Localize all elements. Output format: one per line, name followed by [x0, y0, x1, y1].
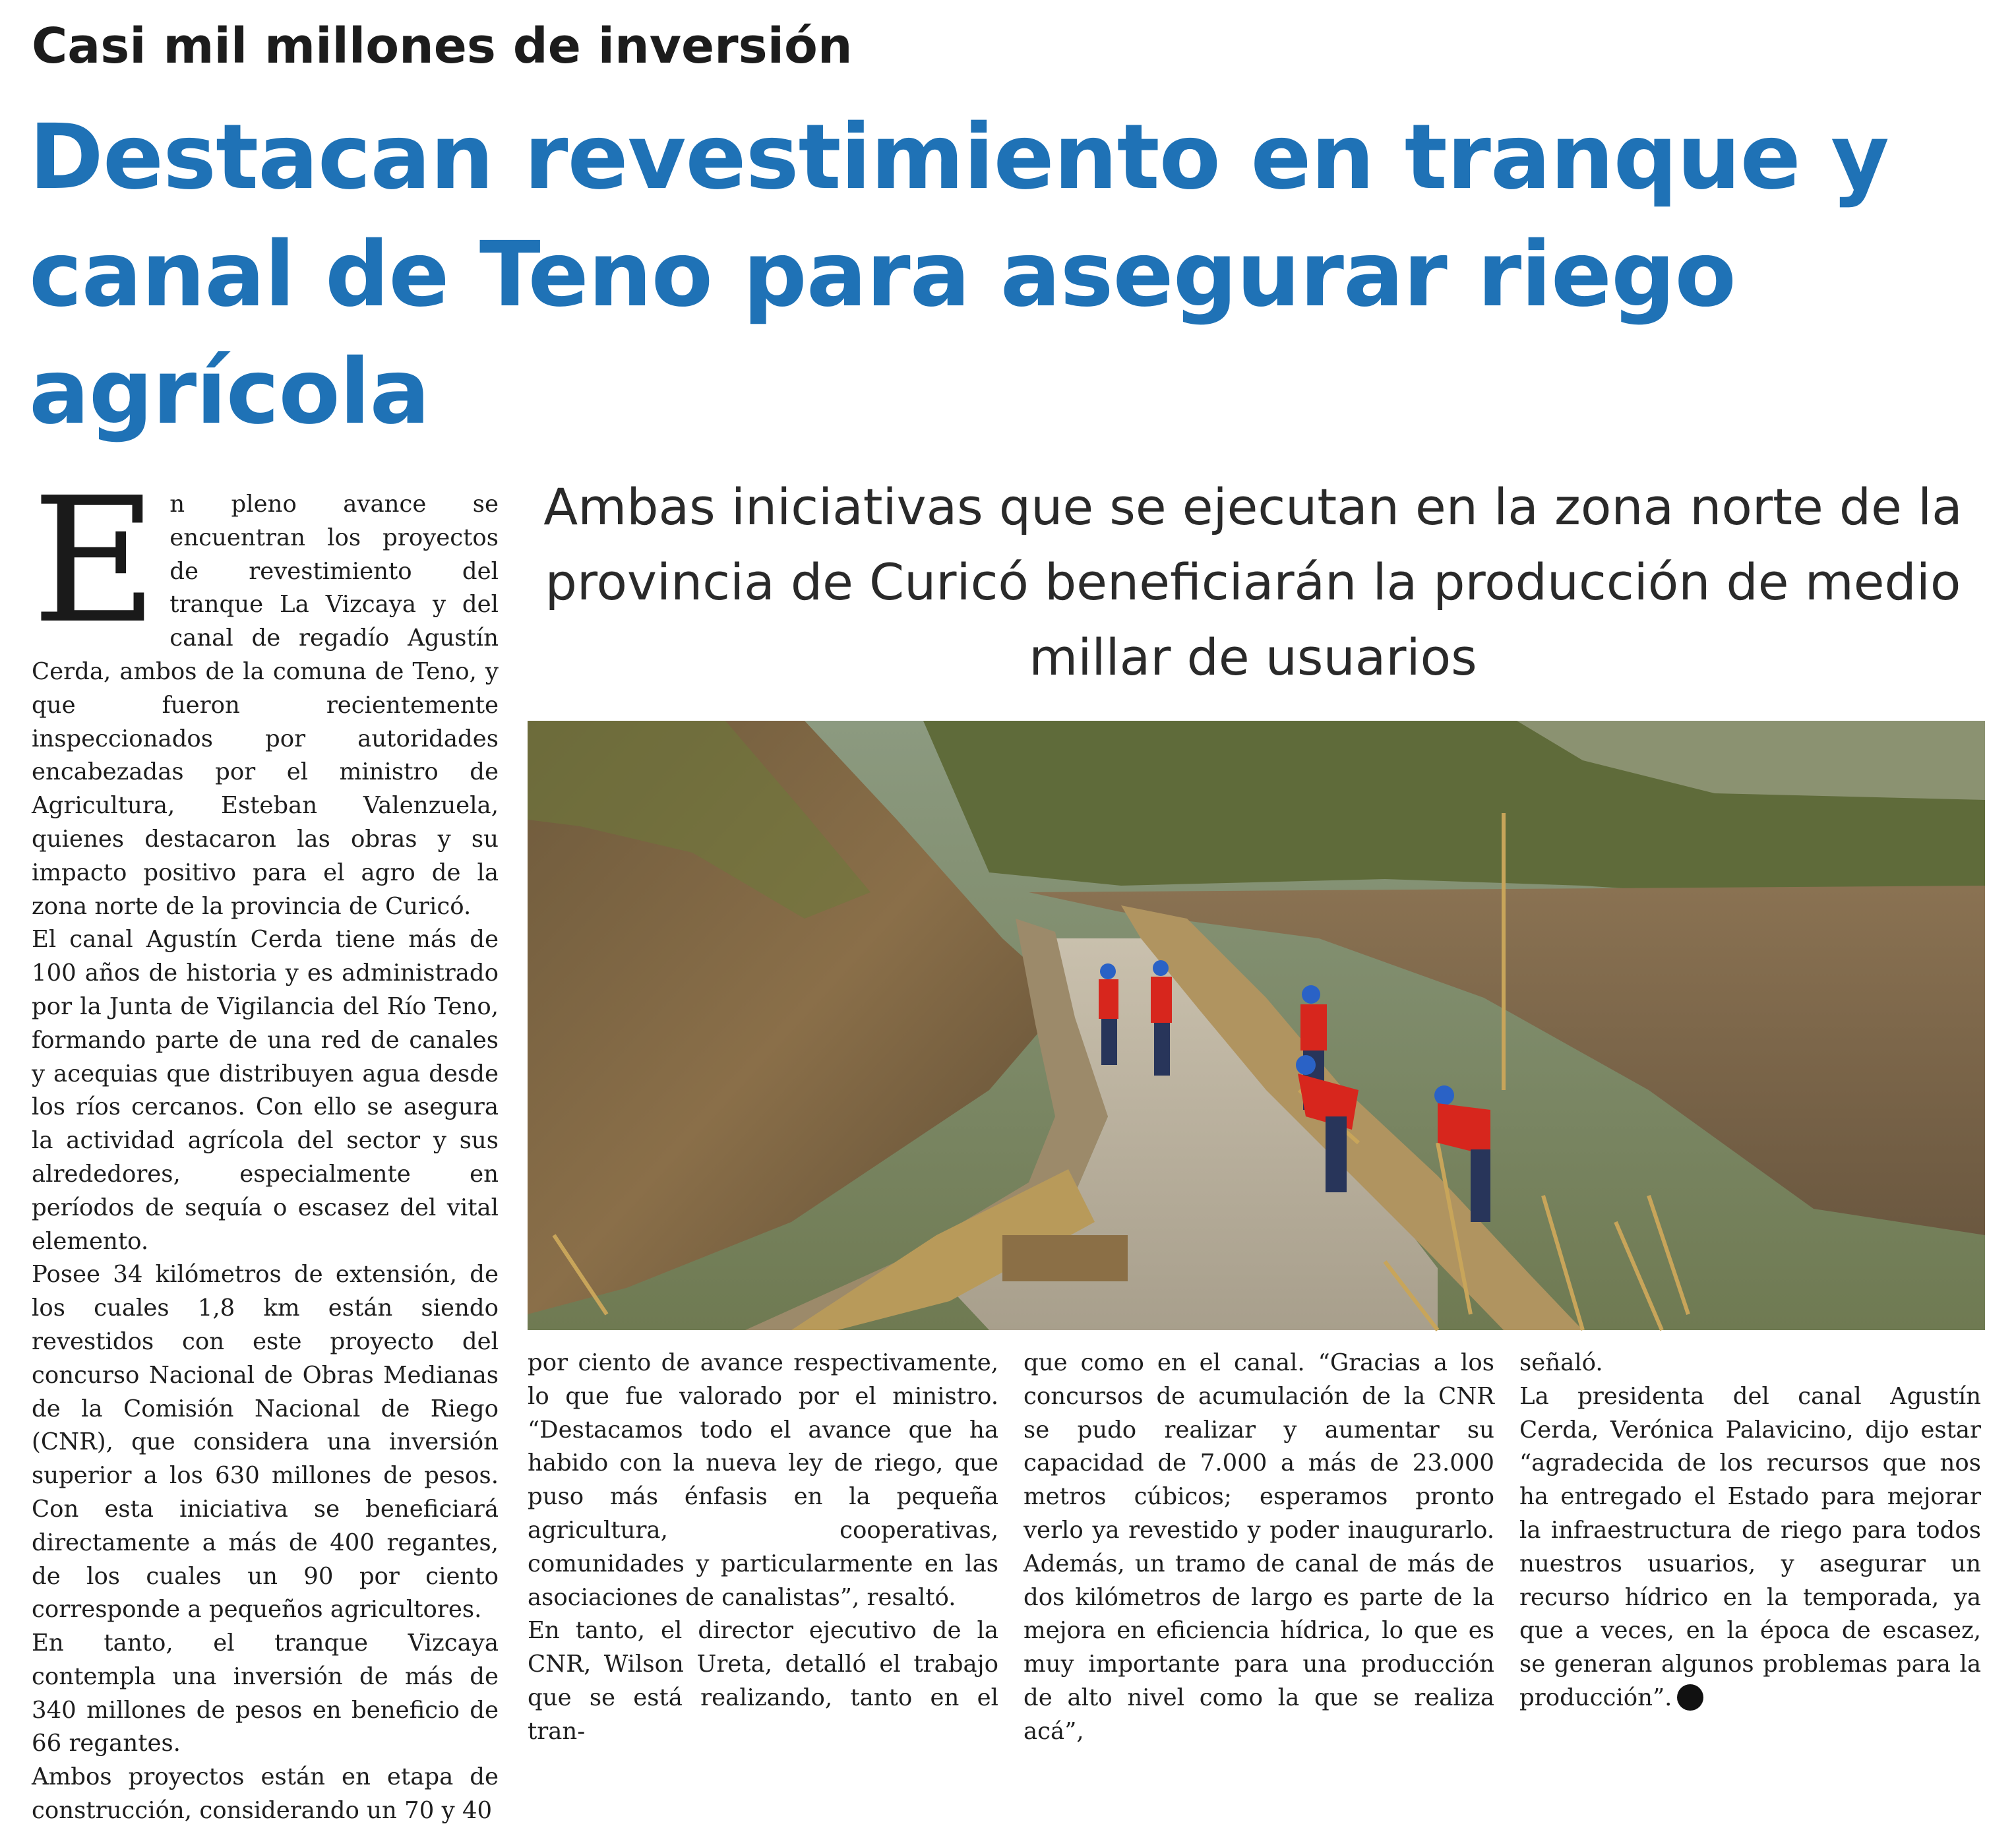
kicker: Casi mil millones de inversión: [32, 18, 853, 75]
deck-subtitle: Ambas iniciativas que se ejecutan en la zona norte de la provincia de Curicó beneficiarán la producción de medio millar de usuarios: [543, 477, 1963, 686]
paragraph: que como en el canal. “Gracias a los concursos de acumulación de la CNR se pudo realizar y aumentar su capacidad de 7.000 a más de 23.000 metros cúbicos; esperamos pronto verlo ya revestido y poder inaugurarlo. Además, un tramo de canal de más de dos kilómetros de largo es parte de la mejora en eficiencia hídrica, lo que es muy importante para una producción de alto nivel como la que se realiza acá”,: [1023, 1349, 1494, 1745]
paragraph-text: La presidenta del canal Agustín Cerda, Verónica Palavicino, dijo estar “agradecida de los recursos que nos ha entregado el Estado para mejorar la infraestructura de riego para todos nuestros usuarios, y asegurar un recurso hídrico en la temporada, ya que a veces, en la época de escasez, se generan algunos problemas para la producción”.: [1519, 1382, 1981, 1711]
end-of-article-dot: [1677, 1684, 1703, 1711]
paragraph: En tanto, el tranque Vizcaya contempla una inversión de más de 340 millones de pesos en beneficio de 66 regantes.: [32, 1630, 499, 1757]
paragraph: En tanto, el director ejecutivo de la CNR, Wilson Ureta, detalló el trabajo que se está realizando, tanto en el tran-: [528, 1617, 998, 1745]
paragraph: [1519, 1380, 1981, 1715]
paragraph: señaló.: [1519, 1349, 1603, 1376]
paragraph: El canal Agustín Cerda tiene más de 100 años de historia y es administrado por la Junta de Vigilancia del Río Teno, formando parte de una red de canales y acequias que distribuyen agua desde los ríos cercanos. Con ello se asegura la actividad agrícola del sector y sus alrededores, especialmente en períodos de sequía o escasez del vital elemento.: [32, 926, 499, 1255]
column-2: [528, 1347, 998, 1745]
paragraph: n pleno avance se encuentran los proyectos de revestimiento del tranque La Vizcaya y del canal de regadío Agustín Cerda, ambos de la comuna de Teno, y que fueron recientemente inspeccionados por autoridades encabezadas por el ministro de Agricultura, Esteban Valenzuela, quienes destacaron las obras y su impacto positivo para el agro de la zona norte de la provincia de Curicó.: [32, 491, 499, 920]
column-4: [1519, 1347, 1981, 1713]
canal-construction-photo: [528, 721, 1985, 1330]
headline: Destacan revestimiento en tranque y canal de Teno para asegurar riego agrícola: [29, 106, 1889, 444]
paragraph: por ciento de avance respectivamente, lo que fue valorado por el ministro. “Destacamos todo el avance que ha habido con la nueva ley de riego, que puso más énfasis en la pequeña agricultura, cooperativas, comunidades y particularmente en las asociaciones de canalistas”, resaltó.: [528, 1349, 998, 1611]
column-3: [1023, 1347, 1494, 1745]
paragraph: Ambos proyectos están en etapa de construcción, considerando un 70 y 40: [32, 1763, 499, 1825]
column-1: [32, 460, 499, 1825]
drop-cap: E: [32, 460, 158, 661]
paragraph: Posee 34 kilómetros de extensión, de los cuales 1,8 km están siendo revestidos con este proyecto del concurso Nacional de Obras Medianas de la Comisión Nacional de Riego (CNR), que considera una inversión superior a los 630 millones de pesos. Con esta iniciativa se beneficiará directamente a más de 400 regantes, de los cuales un 90 por ciento corresponde a pequeños agricultores.: [32, 1261, 499, 1624]
